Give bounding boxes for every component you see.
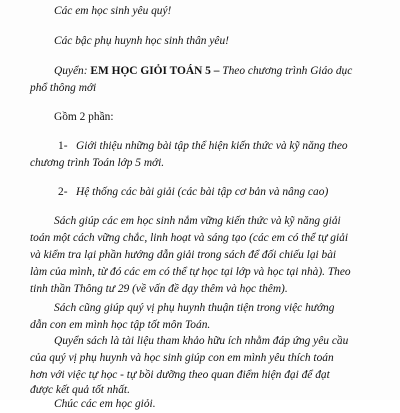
reference-line-3: hơn với việc tự học - tự bồi dưỡng theo quan điểm hiện đại để đạt: [30, 369, 330, 381]
reference-line-1: Quyển sách là tài liệu tham khảo hữu ích nhằm đáp ứng yêu cầu: [54, 335, 349, 347]
book-help-line-1: Sách giúp các em học sinh nắm vững kiến thức và kỹ năng giải: [54, 215, 341, 227]
book-intro-line-1: Quyển: EM HỌC GIỎI TOÁN 5 – Theo chương trình Giáo dục: [54, 65, 353, 77]
parents-help-line-2: dẫn con em mình học tập tốt môn Toán.: [30, 319, 211, 331]
reference-line-4: được kết quả tốt nhất.: [30, 384, 130, 396]
book-title-separator: –: [213, 65, 220, 77]
part-2-line-1: [58, 184, 328, 201]
part-2-number: 2-: [58, 186, 68, 198]
book-title: EM HỌC GIỎI TOÁN 5: [90, 65, 211, 77]
greeting-students: Các em học sinh yêu quý!: [54, 5, 172, 17]
greeting-parents: Các bậc phụ huynh học sinh thân yêu!: [54, 35, 229, 47]
book-description-end: phổ thông mới: [30, 82, 97, 94]
book-description-start: Theo chương trình Giáo dục: [222, 65, 353, 77]
book-help-line-2: toán một cách vững chắc, linh hoạt và sáng tạo (các em có thể tự giải: [30, 232, 349, 244]
parents-help-line-1: Sách cũng giúp quý vị phụ huynh thuận tiện trong việc hướng: [54, 302, 335, 314]
part-1-text: Giới thiệu những bài tập thể hiện kiến thức và kỹ năng theo: [76, 140, 348, 152]
part-1-line-1: [58, 138, 348, 155]
book-help-line-5: tinh thần Thông tư 29 (về vấn đề dạy thêm và học thêm).: [30, 283, 288, 295]
reference-line-2: của quý vị phụ huynh và học sinh giúp con em mình yêu thích toán: [30, 352, 334, 364]
part-1-number: 1-: [58, 140, 68, 152]
book-help-line-4: làm của mình, từ đó các em có thể tự học tại lớp và học tại nhà). Theo: [30, 266, 351, 278]
book-intro-prefix: Quyển: [54, 65, 84, 77]
part-2-text: Hệ thống các bài giải (các bài tập cơ bản và nâng cao): [76, 186, 329, 198]
closing-line: Chúc các em học giỏi.: [54, 398, 156, 410]
parts-heading: Gồm 2 phần:: [54, 111, 114, 123]
book-help-line-3: và kiểm tra lại phần hướng dẫn giải trong sách để đối chiếu lại bài: [30, 249, 337, 261]
part-1-line-2: chương trình Toán lớp 5 mới.: [30, 157, 165, 169]
